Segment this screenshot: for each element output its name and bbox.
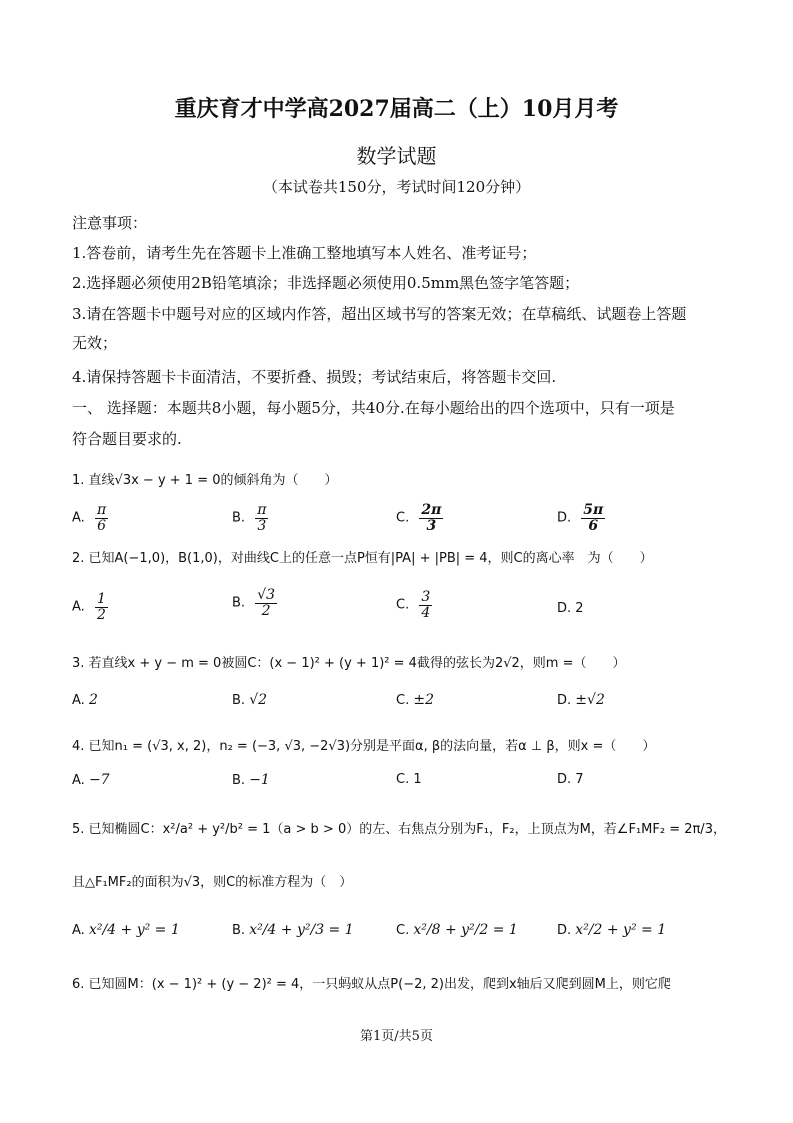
question-3-stem: 3. 若直线x + y − m = 0被圆C：(x − 1)² + (y + 1)² = 4截得的弦长为2√2，则m =（ ） <box>72 656 626 671</box>
q2-option-b <box>232 588 277 618</box>
question-2-stem: 2. 已知A(−1,0)，B(1,0)，对曲线C上的任意一点P恒有|PA| + |PB| = 4，则C的离心率 为（ ） <box>72 551 653 566</box>
note-item: 3.请在答题卡中题号对应的区域内作答，超出区域书写的答案无效；在草稿纸、试题卷上答题 <box>72 305 687 323</box>
option-value: x²/8 + y²/2 = 1 <box>413 922 518 938</box>
question-5-stem-cont: 且△F₁MF₂的面积为√3，则C的标准方程为（ ） <box>72 875 353 890</box>
q2-option-c <box>396 590 432 620</box>
option-letter: B. <box>232 693 246 708</box>
q4-option-b <box>232 772 270 788</box>
option-value: x²/2 + y² = 1 <box>575 922 667 938</box>
option-letter: A. <box>72 510 85 526</box>
q4-option-c <box>396 772 422 787</box>
q5-option-b <box>232 922 354 938</box>
option-letter: D. <box>557 772 572 787</box>
option-letter: C. <box>396 772 410 787</box>
section-heading: 一、 选择题：本题共8小题，每小题5分，共40分.在每小题给出的四个选项中，只有一项是 <box>72 399 675 417</box>
option-fraction: $\frac{3}{4}$ <box>421 589 431 621</box>
option-value: √2 <box>249 692 268 708</box>
option-value: 7 <box>575 772 584 787</box>
option-value: ±2 <box>413 692 434 708</box>
q1-option-b <box>232 503 268 533</box>
q3-option-c <box>396 692 434 708</box>
option-value: ±√2 <box>575 692 605 708</box>
question-6-stem: 6. 已知圆M：(x − 1)² + (y − 2)² = 4，一只蚂蚁从点P(−2, 2)出发，爬到x轴后又爬到圆M上，则它爬 <box>72 977 671 992</box>
option-value: 2 <box>88 692 98 708</box>
option-fraction: $\frac{\pi}{3}$ <box>257 502 267 534</box>
option-value: x²/4 + y² = 1 <box>88 922 180 938</box>
q4-option-d <box>557 772 584 787</box>
option-letter: D. <box>557 601 572 616</box>
option-letter: D. <box>557 693 572 708</box>
option-letter: A. <box>72 599 85 615</box>
q5-option-c <box>396 922 518 938</box>
option-fraction: $\frac{\pi}{6}$ <box>96 502 107 534</box>
option-fraction: $\frac{1}{2}$ <box>96 591 106 623</box>
q5-option-a <box>72 922 180 938</box>
q3-option-b <box>232 692 267 708</box>
q3-option-a <box>72 692 98 708</box>
q1-option-d <box>557 503 605 533</box>
q5-option-d <box>557 922 666 938</box>
option-letter: D. <box>557 923 572 938</box>
option-fraction: $\frac{√3}{2}$ <box>257 587 276 619</box>
q2-option-a <box>72 592 108 622</box>
q3-option-d <box>557 692 605 708</box>
option-value: 1 <box>413 772 422 787</box>
q1-option-a <box>72 503 108 533</box>
option-letter: B. <box>232 923 246 938</box>
option-letter: B. <box>232 510 246 526</box>
notes-heading: 注意事项： <box>72 214 148 232</box>
option-letter: D. <box>557 510 572 526</box>
option-letter: C. <box>396 510 410 526</box>
option-letter: B. <box>232 595 246 611</box>
option-letter: B. <box>232 773 246 788</box>
exam-title: 重庆育才中学高2027届高二（上）10月月考 <box>174 96 619 122</box>
exam-info: （本试卷共150分，考试时间120分钟） <box>262 178 531 196</box>
q1-option-c <box>396 503 443 533</box>
option-value: −1 <box>249 772 270 788</box>
note-item: 2.选择题必须使用2B铅笔填涂；非选择题必须使用0.5mm黑色签字笔答题； <box>72 274 580 292</box>
page-footer: 第1页/共5页 <box>360 1029 433 1044</box>
q4-option-a <box>72 772 110 788</box>
note-item: 1.答卷前，请考生先在答题卡上准确工整地填写本人姓名、准考证号； <box>72 244 537 262</box>
option-fraction: $\frac{5\pi}{6}$ <box>583 502 604 534</box>
option-letter: C. <box>396 597 410 613</box>
option-value: 2 <box>575 601 584 616</box>
option-letter: A. <box>72 773 85 788</box>
option-letter: C. <box>396 693 410 708</box>
option-value: −7 <box>88 772 110 788</box>
question-1-stem: 1. 直线√3x − y + 1 = 0的倾斜角为（ ） <box>72 473 338 488</box>
note-item: 4.请保持答题卡卡面清洁，不要折叠、损毁；考试结束后，将答题卡交回. <box>72 368 557 386</box>
option-value: x²/4 + y²/3 = 1 <box>249 922 354 938</box>
option-letter: C. <box>396 923 410 938</box>
q2-option-d <box>557 601 584 616</box>
option-fraction: $\frac{2\pi}{3}$ <box>421 502 442 534</box>
subject-title: 数学试题 <box>356 144 437 168</box>
note-item: 无效； <box>72 334 118 352</box>
question-5-stem: 5. 已知椭圆C：x²/a² + y²/b² = 1（a > b > 0）的左、右焦点分别为F₁，F₂，上顶点为M，若∠F₁MF₂ = 2π/3， <box>72 822 726 837</box>
section-heading-cont: 符合题目要求的. <box>72 430 182 448</box>
option-letter: A. <box>72 923 85 938</box>
option-letter: A. <box>72 693 85 708</box>
question-4-stem: 4. 已知n₁ = (√3, x, 2)，n₂ = (−3, √3, −2√3)分别是平面α, β的法向量，若α ⊥ β，则x =（ ） <box>72 739 656 754</box>
